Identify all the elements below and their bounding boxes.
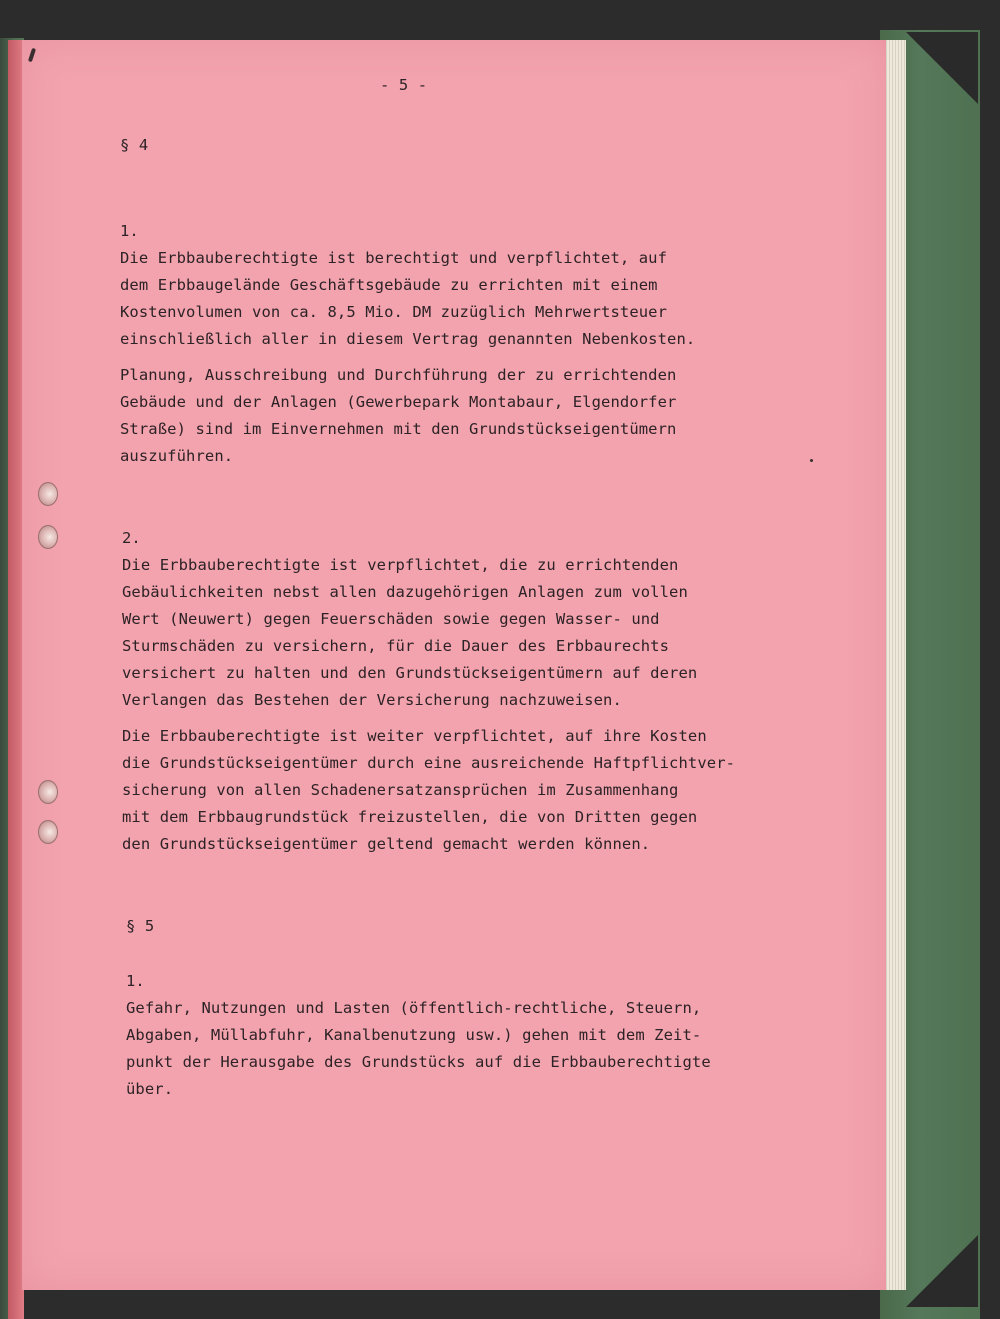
text-line: über. — [126, 1080, 174, 1098]
text-line: den Grundstückseigentümer geltend gemacht werden können. — [122, 835, 651, 853]
text-line: Gefahr, Nutzungen und Lasten (öffentlich-rechtliche, Steuern, — [126, 999, 702, 1017]
text-line: einschließlich aller in diesem Vertrag genannten Nebenkosten. — [120, 330, 696, 348]
text-line: Die Erbbauberechtigte ist weiter verpflichtet, auf ihre Kosten — [122, 727, 707, 745]
paragraph-number: 1. — [126, 972, 145, 990]
page-stack-edge — [884, 40, 906, 1290]
text-line: Abgaben, Müllabfuhr, Kanalbenutzung usw.) gehen mit dem Zeit- — [126, 1026, 702, 1044]
text-line: die Grundstückseigentümer durch eine ausreichende Haftpflichtver- — [122, 754, 736, 772]
paragraph-number: 1. — [120, 222, 139, 240]
text-line: sicherung von allen Schadenersatzansprüchen im Zusammenhang — [122, 781, 679, 799]
text-line: Gebäulichkeiten nebst allen dazugehörigen Anlagen zum vollen — [122, 583, 688, 601]
text-line: Gebäude und der Anlagen (Gewerbepark Montabaur, Elgendorfer — [120, 393, 677, 411]
text-line: auszuführen. — [120, 447, 234, 465]
punch-hole — [38, 525, 58, 549]
text-line: punkt der Herausgabe des Grundstücks auf die Erbbauberechtigte — [126, 1053, 711, 1071]
text-line: mit dem Erbbaugrundstück freizustellen, die von Dritten gegen — [122, 808, 698, 826]
text-line: Die Erbbauberechtigte ist berechtigt und verpflichtet, auf — [120, 249, 668, 267]
text-line: Die Erbbauberechtigte ist verpflichtet, die zu errichtenden — [122, 556, 679, 574]
section-heading: § 4 — [120, 136, 149, 154]
paragraph-number: 2. — [122, 529, 141, 547]
text-line: Kostenvolumen von ca. 8,5 Mio. DM zuzüglich Mehrwertsteuer — [120, 303, 668, 321]
text-line: Wert (Neuwert) gegen Feuerschäden sowie gegen Wasser- und — [122, 610, 660, 628]
text-line: Planung, Ausschreibung und Durchführung der zu errichtenden — [120, 366, 677, 384]
punch-hole — [38, 482, 58, 506]
text-line: dem Erbbaugelände Geschäftsgebäude zu errichten mit einem — [120, 276, 658, 294]
text-line: Sturmschäden zu versichern, für die Dauer des Erbbaurechts — [122, 637, 670, 655]
text-line: Straße) sind im Einvernehmen mit den Grundstückseigentümern — [120, 420, 677, 438]
punch-hole — [38, 780, 58, 804]
text-line: versichert zu halten und den Grundstückseigentümern auf deren — [122, 664, 698, 682]
text-line: Verlangen das Bestehen der Versicherung nachzuweisen. — [122, 691, 622, 709]
ink-dot — [810, 459, 813, 462]
punch-hole — [38, 820, 58, 844]
section-heading: § 5 — [126, 917, 155, 935]
page-number: - 5 - — [380, 76, 428, 94]
